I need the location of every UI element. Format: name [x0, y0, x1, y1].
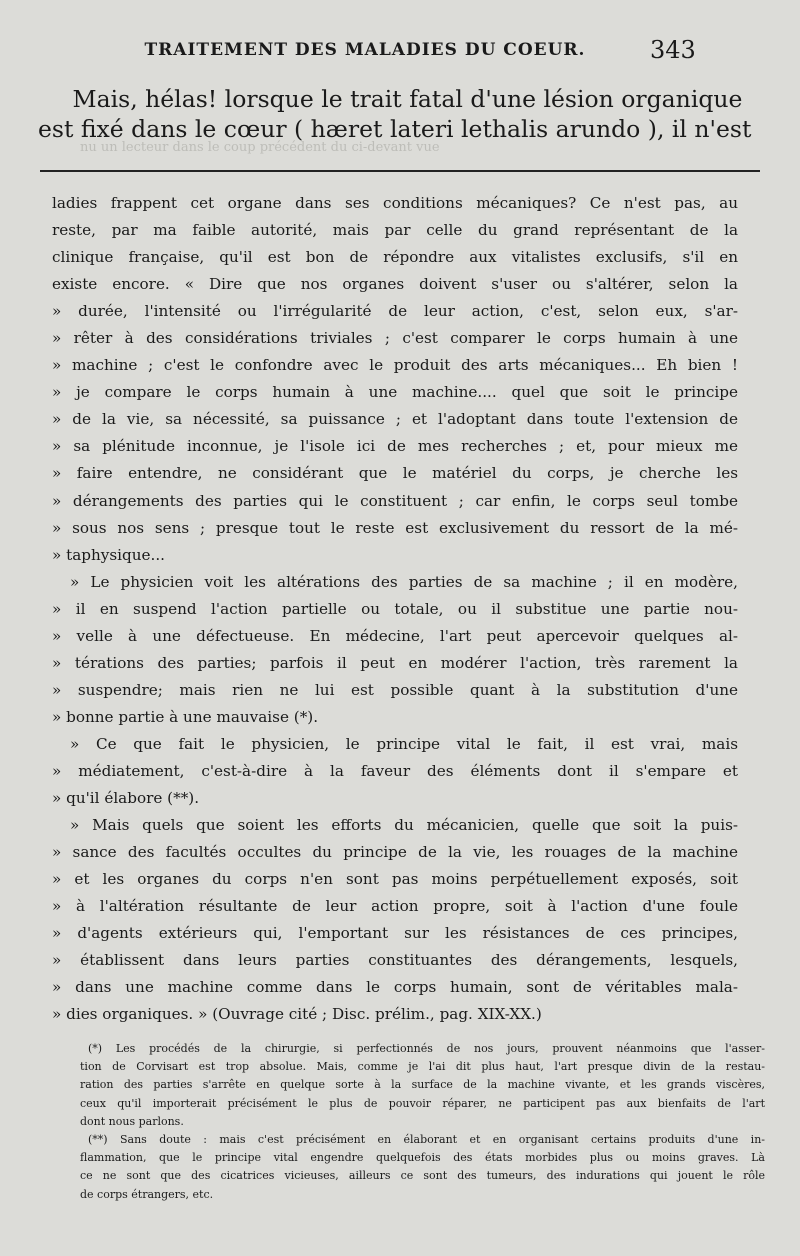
text-line: clinique française, qu'il est bon de répondre aux vitalistes exclusifs, s'il en: [52, 248, 738, 267]
text-line: » velle à une défectueuse. En médecine, l'art peut apercevoir quelques al-: [52, 626, 738, 645]
text-line: » suspendre; mais rien ne lui est possible quant à la substitution d'une: [52, 680, 738, 699]
footnote-line: ceux qu'il importerait précisément le plus de pouvoir réparer, ne participent pas aux bienfaits de l'art: [80, 1096, 765, 1110]
text-line: » machine ; c'est le confondre avec le produit des arts mécaniques... Eh bien !: [52, 356, 738, 375]
text-line: » sance des facultés occultes du principe de la vie, les rouages de la machine: [52, 843, 738, 862]
footnote-line: (**) Sans doute : mais c'est précisément en élaborant et en organisant certains produits d'une in-: [88, 1132, 765, 1146]
text-line: existe encore. « Dire que nos organes doivent s'user ou s'altérer, selon la: [52, 275, 738, 294]
text-line: » térations des parties; parfois il peut en modérer l'action, très rarement la: [52, 653, 738, 672]
footnote-line: de corps étrangers, etc.: [80, 1187, 214, 1201]
text-line: » établissent dans leurs parties constituantes des dérangements, lesquels,: [52, 951, 738, 970]
text-line: » Ce que fait le physicien, le principe vital le fait, il est vrai, mais: [70, 734, 738, 753]
text-line: » je compare le corps humain à une machine.... quel que soit le principe: [52, 383, 738, 402]
footnotes: [80, 1040, 765, 1204]
overlay-line: Mais, hélas! lorsque le trait fatal d'une lésion organique: [72, 85, 743, 113]
text-line: » Mais quels que soient les efforts du mécanicien, quelle que soit la puis-: [70, 816, 738, 835]
text-line: » médiatement, c'est-à-dire à la faveur des éléments dont il s'empare et: [52, 761, 738, 780]
footnote-line: ration des parties s'arrête en quelque sorte à la surface de la machine vivante, et les grands viscères,: [80, 1078, 765, 1092]
text-line: » qu'il élabore (**).: [52, 789, 200, 808]
text-line: » rêter à des considérations triviales ; c'est comparer le corps humain à une: [52, 329, 738, 348]
running-header: TRAITEMENT DES MALADIES DU COEUR.: [144, 40, 586, 60]
bleed-through-text: nu un lecteur dans le coup précédent du ci-devant vue: [80, 140, 440, 155]
text-line: » à l'altération résultante de leur action propre, soit à l'action d'une foule: [52, 897, 738, 916]
text-line: » dans une machine comme dans le corps humain, sont de véritables mala-: [52, 978, 738, 997]
page-fold-divider: [40, 170, 760, 172]
page-number: 343: [650, 36, 696, 64]
text-line: » taphysique...: [52, 545, 165, 564]
text-line: » de la vie, sa nécessité, sa puissance ; et l'adoptant dans toute l'extension de: [52, 410, 738, 429]
body-text: [52, 190, 738, 1028]
text-line: » sous nos sens ; presque tout le reste est exclusivement du ressort de la mé-: [52, 518, 738, 537]
overlay-line: est fixé dans le cœur ( hæret lateri lethalis arundo ), il n'est: [38, 115, 752, 143]
text-line: » d'agents extérieurs qui, l'emportant sur les résistances de ces principes,: [52, 924, 738, 943]
footnote-line: tion de Corvisart est trop absolue. Mais, comme je l'ai dit plus haut, l'art presque divin de la restau-: [80, 1060, 765, 1074]
text-line: » dérangements des parties qui le constituent ; car enfin, le corps seul tombe: [52, 491, 738, 510]
footnote-line: ce ne sont que des cicatrices vicieuses, ailleurs ce sont des tumeurs, des indurations qui jouent le rôle: [80, 1169, 765, 1183]
text-line: » il en suspend l'action partielle ou totale, ou il substitue une partie nou-: [52, 599, 738, 618]
text-line: » faire entendre, ne considérant que le matériel du corps, je cherche les: [52, 464, 738, 483]
text-line: » et les organes du corps n'en sont pas moins perpétuellement exposés, soit: [52, 870, 738, 889]
text-line: » bonne partie à une mauvaise (*).: [52, 707, 319, 726]
text-line: » Le physicien voit les altérations des parties de sa machine ; il en modère,: [70, 572, 738, 591]
footnote-line: (*) Les procédés de la chirurgie, si perfectionnés de nos jours, prouvent néanmoins que l'asser-: [88, 1042, 765, 1055]
text-line: ladies frappent cet organe dans ses conditions mécaniques? Ce n'est pas, au: [52, 194, 738, 212]
overlapping-previous-page-text: [30, 84, 785, 144]
text-line: » durée, l'intensité ou l'irrégularité de leur action, c'est, selon eux, s'ar-: [52, 302, 738, 321]
text-line: reste, par ma faible autorité, mais par celle du grand représentant de la: [52, 221, 738, 240]
text-line: » sa plénitude inconnue, je l'isole ici de mes recherches ; et, pour mieux me: [52, 437, 738, 456]
footnote-line: flammation, que le principe vital engendre quelquefois des états morbides plus ou moins graves. Là: [80, 1151, 765, 1165]
text-line: » dies organiques. » (Ouvrage cité ; Disc. prélim., pag. XIX-XX.): [52, 1005, 542, 1024]
footnote-line: dont nous parlons.: [80, 1114, 184, 1128]
